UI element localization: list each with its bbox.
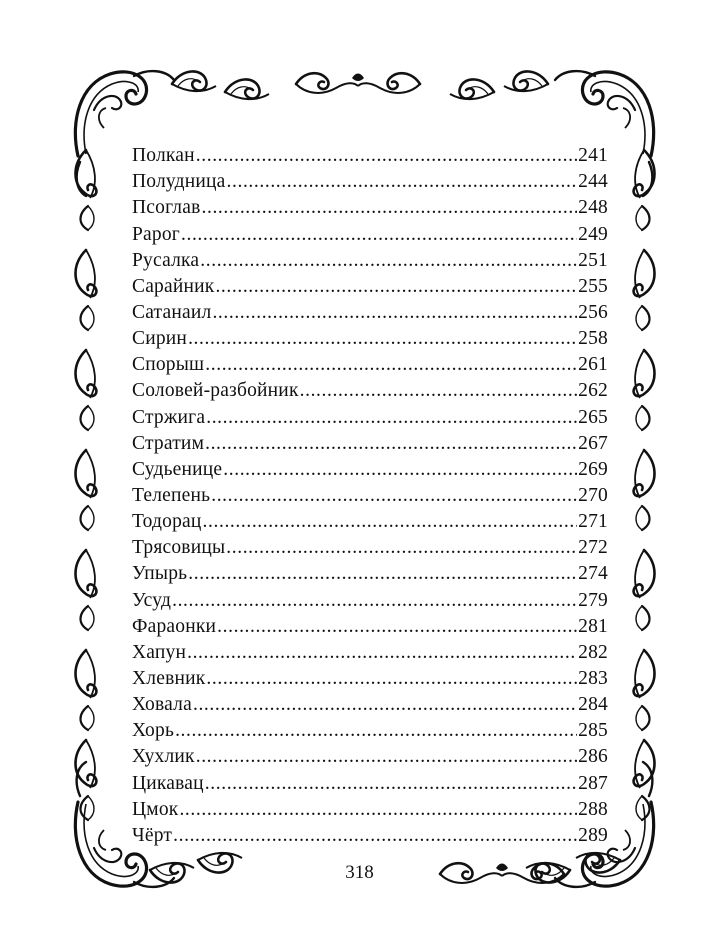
index-entry: [132, 637, 608, 663]
dot-leader: [206, 668, 577, 689]
entry-name: Ховала: [132, 694, 192, 716]
entry-name: Цмок: [132, 798, 179, 820]
entry-page: 262: [578, 380, 608, 402]
entry-name: Телепень: [132, 484, 211, 506]
dot-leader: [205, 773, 577, 794]
dot-leader: [215, 276, 577, 297]
entry-name: Стржига: [132, 406, 206, 428]
entry-name: Сарайник: [132, 275, 215, 297]
right-side-ornaments: [634, 150, 655, 820]
dot-leader: [206, 407, 577, 428]
dot-leader: [181, 224, 577, 245]
dot-leader: [205, 354, 577, 375]
entry-name: Судьенице: [132, 458, 223, 480]
index-entry: [132, 741, 608, 767]
entry-page: 269: [578, 458, 608, 480]
entry-page: 281: [578, 615, 608, 637]
index-entry: [132, 271, 608, 297]
index-entry: [132, 663, 608, 689]
index-entry: [132, 689, 608, 715]
entry-page: 271: [578, 511, 608, 533]
entry-name: Русалка: [132, 249, 200, 271]
dot-leader: [226, 537, 577, 558]
entry-page: 270: [578, 484, 608, 506]
entry-page: 284: [578, 694, 608, 716]
dot-leader: [188, 563, 577, 584]
page-number: 318: [345, 862, 374, 883]
dot-leader: [172, 590, 577, 611]
entry-name: Цикавац: [132, 772, 204, 794]
entry-page: 283: [578, 667, 608, 689]
index-entry: [132, 506, 608, 532]
index-entry: [132, 192, 608, 218]
index-entry: [132, 375, 608, 401]
dot-leader: [202, 197, 578, 218]
dot-leader: [196, 145, 577, 166]
dot-leader: [193, 694, 577, 715]
dot-leader: [211, 485, 577, 506]
index-entry: [132, 454, 608, 480]
entry-name: Хапун: [132, 641, 187, 663]
dot-leader: [205, 433, 577, 454]
entry-name: Хорь: [132, 720, 175, 742]
dot-leader: [173, 825, 577, 846]
entry-name: Упырь: [132, 563, 188, 585]
index-entry: [132, 584, 608, 610]
entry-page: 244: [578, 171, 608, 193]
left-side-ornaments: [76, 150, 97, 820]
index-entry: [132, 140, 608, 166]
dot-leader: [300, 380, 578, 401]
index-entry: [132, 218, 608, 244]
index-entry: [132, 166, 608, 192]
entry-page: 251: [578, 249, 608, 271]
top-ornament-row: [172, 71, 548, 99]
index-entry: [132, 297, 608, 323]
entry-page: 267: [578, 432, 608, 454]
index-entry: [132, 245, 608, 271]
entry-page: 289: [578, 824, 608, 846]
dot-leader: [223, 459, 577, 480]
index-entry: [132, 428, 608, 454]
dot-leader: [217, 616, 577, 637]
dot-leader: [203, 511, 578, 532]
dot-leader: [188, 328, 577, 349]
entry-name: Хухлик: [132, 746, 195, 768]
entry-page: 274: [578, 563, 608, 585]
entry-name: Соловей-разбойник: [132, 380, 299, 402]
entry-page: 261: [578, 354, 608, 376]
entry-name: Чёрт: [132, 824, 173, 846]
index-entry: [132, 794, 608, 820]
index-entry: [132, 480, 608, 506]
entry-page: 249: [578, 223, 608, 245]
dot-leader: [212, 302, 577, 323]
entry-page: 285: [578, 720, 608, 742]
index-entry: [132, 323, 608, 349]
index-entry: [132, 349, 608, 375]
dot-leader: [200, 250, 577, 271]
entry-name: Фараонки: [132, 615, 217, 637]
entry-name: Стратим: [132, 432, 205, 454]
entry-name: Трясовицы: [132, 537, 226, 559]
entry-page: 287: [578, 772, 608, 794]
entry-page: 288: [578, 798, 608, 820]
entry-name: Тодорац: [132, 511, 202, 533]
entry-name: Усуд: [132, 589, 172, 611]
dot-leader: [196, 746, 577, 767]
entry-name: Рарог: [132, 223, 180, 245]
entry-page: 282: [578, 641, 608, 663]
index-entry: [132, 715, 608, 741]
entry-page: 248: [578, 197, 608, 219]
entry-name: Полкан: [132, 145, 195, 167]
dot-leader: [187, 642, 577, 663]
index-list: [132, 140, 608, 846]
entry-page: 286: [578, 746, 608, 768]
index-entry: [132, 401, 608, 427]
entry-name: Хлевник: [132, 667, 206, 689]
index-entry: [132, 558, 608, 584]
index-entry: [132, 820, 608, 846]
entry-page: 241: [578, 145, 608, 167]
entry-page: 265: [578, 406, 608, 428]
entry-name: Спорыш: [132, 354, 205, 376]
entry-page: 258: [578, 328, 608, 350]
index-entry: [132, 767, 608, 793]
index-entry: [132, 611, 608, 637]
entry-name: Сирин: [132, 328, 188, 350]
entry-name: Полудница: [132, 171, 226, 193]
dot-leader: [227, 171, 578, 192]
entry-page: 272: [578, 537, 608, 559]
entry-page: 256: [578, 301, 608, 323]
dot-leader: [175, 720, 577, 741]
index-entry: [132, 532, 608, 558]
dot-leader: [179, 799, 577, 820]
entry-page: 279: [578, 589, 608, 611]
entry-name: Псоглав: [132, 197, 201, 219]
entry-page: 255: [578, 275, 608, 297]
entry-name: Сатанаил: [132, 301, 212, 323]
